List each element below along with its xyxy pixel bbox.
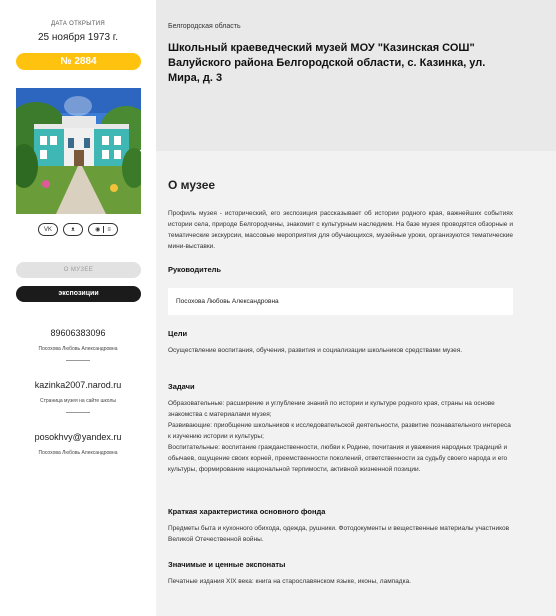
museum-photo[interactable] <box>16 88 141 214</box>
email-link[interactable]: posokhvy@yandex.ru <box>34 432 122 442</box>
exhibits-heading: Значимые и ценные экспонаты <box>168 560 286 569</box>
social-links <box>0 223 156 236</box>
ok-link[interactable] <box>63 223 83 236</box>
contact-website <box>0 380 156 413</box>
exhibitions-button[interactable]: экспозиции <box>16 286 141 302</box>
museum-number-badge: № 2884 <box>16 53 141 70</box>
region-label[interactable]: Белгородская область <box>168 23 241 30</box>
eye-icon: ◉ <box>95 227 101 233</box>
ok-icon: ᴥ <box>71 226 75 233</box>
divider <box>66 412 90 413</box>
website-link[interactable]: kazinka2007.narod.ru <box>34 380 122 390</box>
head-heading: Руководитель <box>168 265 221 274</box>
contact-email <box>0 432 156 456</box>
website-caption: Страница музея на сайте школы <box>39 398 116 404</box>
fund-text: Предметы быта и кухонного обихода, одежда, рушники. Фотодокументы и вещественные материалы участников Великой Отечественной войны. <box>168 525 510 543</box>
head-name: Посохова Любовь Александровна <box>168 288 513 315</box>
about-heading: О музее <box>168 178 216 192</box>
vk-icon: VK <box>43 226 52 233</box>
tasks-heading: Задачи <box>168 382 195 391</box>
contact-phone <box>0 328 156 361</box>
divider <box>103 226 104 233</box>
goals-text: Осуществление воспитания, обучения, развития и социализации школьников средствами музея. <box>168 347 463 354</box>
text-icon: ≡ <box>107 226 111 233</box>
accessibility-links[interactable] <box>88 223 118 236</box>
phone-number[interactable]: 89606383096 <box>50 328 106 338</box>
about-museum-button[interactable]: О МУЗЕЕ <box>16 262 141 278</box>
main-content <box>156 151 556 616</box>
opening-date-label: ДАТА ОТКРЫТИЯ <box>50 21 106 27</box>
divider <box>66 360 90 361</box>
tasks-text: Образовательные: расширение и углубление знаний по истории и культуре родного края, страны на основе знакомства с материалами музея; Развивающие: приобщение школьников к исследовательской деятельности, развитие познавательного интереса к изучению истории и культуры; Воспитательные: воспитание гражданственности, любви к Родине, почитания и уважения народных традиций и обычаев, ощущение своих корней, преемственности поколений, ответственности за судьбу своего народа и его культуры, формирование национальной терпимости, активной жизненной позиции. <box>168 400 511 473</box>
profile-text: Профиль музея - исторический, его экспозиция рассказывает об истории родного края, важнейших событиях истории села, природе Белгородчины, знакомит с культурным наследием. На базе музея проводятся обзорные и тематические экскурсии, массовые мероприятия для обучающихся, музейные уроки, организуются тематические мини-выставки. <box>168 210 513 250</box>
page-title: Школьный краеведческий музей МОУ "Казинская СОШ" Валуйского района Белгородской области, с. Казинка, ул. Мира, д. 3 <box>168 42 486 84</box>
exhibits-text: Печатные издания XIX века: книга на старославянском языке, иконы, лампадка. <box>168 578 411 585</box>
sidebar <box>0 0 156 616</box>
phone-caption: Посохова Любовь Александровна <box>38 346 118 352</box>
page-header <box>156 0 556 151</box>
goals-heading: Цели <box>168 329 188 338</box>
email-caption: Посохова Любовь Александровна <box>38 450 118 456</box>
fund-heading: Краткая характеристика основного фонда <box>168 507 326 516</box>
opening-date: 25 ноября 1973 г. <box>38 32 118 43</box>
vk-link[interactable] <box>38 223 58 236</box>
